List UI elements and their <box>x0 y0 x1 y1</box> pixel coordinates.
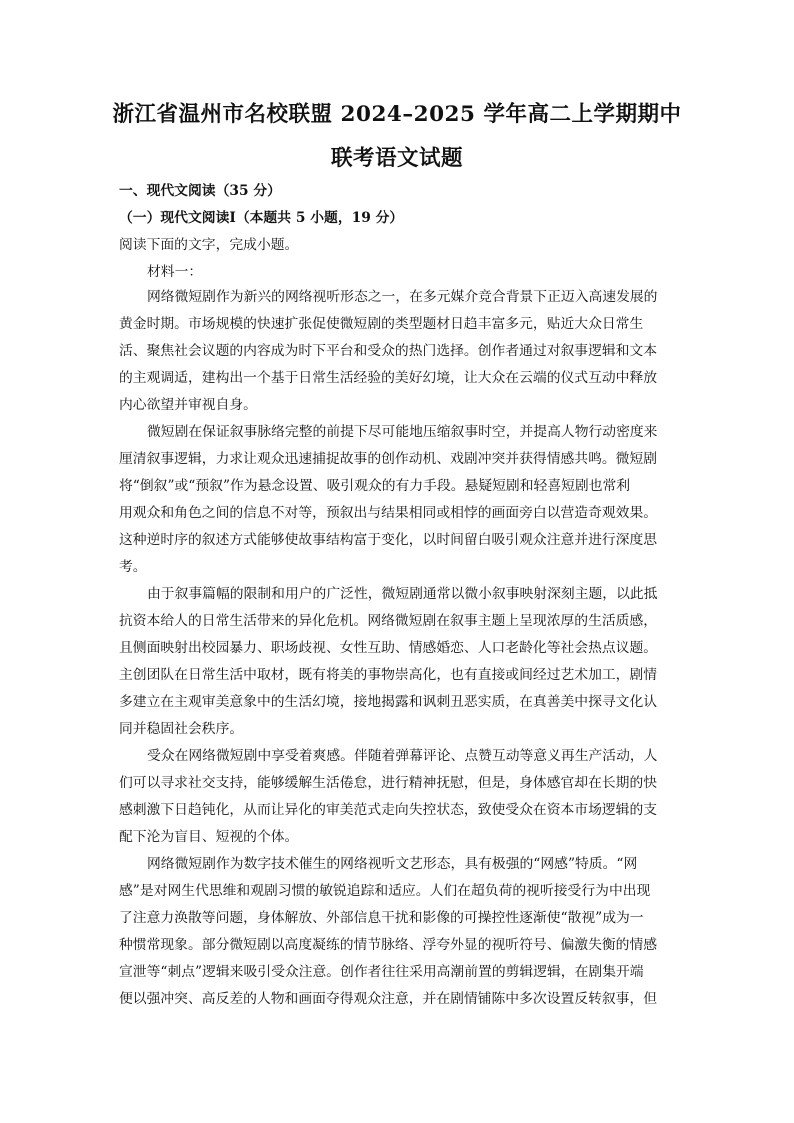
paragraph <box>119 747 669 855</box>
paragraph <box>119 423 669 585</box>
paragraph-line: 主创团队在日常生活中取材，既有将美的事物崇高化，也有直接或间经过艺术加工，剧情 <box>119 667 658 683</box>
paragraph-line: 将“倒叙”或“预叙”作为悬念设置、吸引观众的有力手段。悬疑短剧和轻喜短剧也常利 <box>119 478 631 494</box>
paragraph-line: 网络微短剧作为新兴的网络视听形态之一，在多元媒介竞合背景下正迈入高速发展的 <box>147 289 658 305</box>
paragraph-line: 且侧面映射出校园暴力、职场歧视、女性互助、情感婚恋、人口老龄化等社会热点议题。 <box>119 640 658 656</box>
paragraph-line: 感”是对网生代思维和观剧习惯的敏锐追踪和适应。人们在超负荷的视听接受行为中出现 <box>119 883 651 899</box>
paragraph <box>119 288 669 423</box>
paragraph-line: 受众在网络微短剧中享受着爽感。伴随着弹幕评论、点赞互动等意义再生产活动，人 <box>147 748 658 764</box>
paragraph-line: 由于叙事篇幅的限制和用户的广泛性，微短剧通常以微小叙事映射深刻主题，以此抵 <box>147 586 658 602</box>
paragraph-line: 黄金时期。市场规模的快速扩张促使微短剧的类型题材日趋丰富多元，贴近大众日常生 <box>119 316 644 332</box>
document-title-line-1: 浙江省温州市名校联盟 2024–2025 学年高二上学期期中 <box>112 102 682 127</box>
paragraph <box>119 855 669 1017</box>
paragraph-line: 宣泄等“刺点”逻辑来吸引受众注意。创作者往往采用高潮前置的剪辑逻辑，在剧集开端 <box>119 964 644 980</box>
paragraph-line: 这种逆时序的叙述方式能够使故事结构富于变化，以时间留白吸引观众注意并进行深度思 <box>119 532 658 548</box>
section-heading: 一、现代文阅读（35 分） <box>119 183 281 199</box>
paragraph-line: 同并稳固社会秩序。 <box>119 721 244 737</box>
reading-passage <box>119 288 669 1017</box>
paragraph <box>119 585 669 747</box>
paragraph-line: 考。 <box>119 559 147 575</box>
paragraph-line: 微短剧在保证叙事脉络完整的前提下尽可能地压缩叙事时空，并提高人物行动密度来 <box>147 424 658 440</box>
paragraph-line: 厘清叙事逻辑，力求让观众迅速捕捉故事的创作动机、戏剧冲突并获得情感共鸣。微短剧 <box>119 451 658 467</box>
paragraph-line: 的主观调适，建构出一个基于日常生活经验的美好幻境，让大众在云端的仪式互动中释放 <box>119 370 658 386</box>
paragraph-line: 们可以寻求社交支持，能够缓解生活倦怠，进行精神抚慰，但是，身体感官却在长期的快 <box>119 775 658 791</box>
subsection-heading: （一）现代文阅读Ⅰ（本题共 5 小题，19 分） <box>119 210 404 226</box>
document-title-line-2: 联考语文试题 <box>330 146 463 171</box>
paragraph-line: 了注意力涣散等问题，身体解放、外部信息干扰和影像的可操控性逐渐使“散视”成为一 <box>119 910 644 926</box>
paragraph-line: 感刺激下日趋钝化，从而让异化的审美范式走向失控状态，致使受众在资本市场逻辑的支 <box>119 802 658 818</box>
material-label: 材料一： <box>147 264 203 280</box>
paragraph-line: 内心欲望并审视自身。 <box>119 397 257 413</box>
paragraph-line: 活、聚焦社会议题的内容成为时下平台和受众的热门选择。创作者通过对叙事逻辑和文本 <box>119 343 658 359</box>
paragraph-line: 便以强冲突、高反差的人物和画面夺得观众注意，并在剧情铺陈中多次设置反转叙事，但 <box>119 991 658 1007</box>
paragraph-line: 多建立在主观审美意象中的生活幻境，接地揭露和讽刺丑恶实质，在真善美中探寻文化认 <box>119 694 658 710</box>
paragraph-line: 抗资本给人的日常生活带来的异化危机。网络微短剧在叙事主题上呈现浓厚的生活质感， <box>119 613 658 629</box>
paragraph-line: 种惯常现象。部分微短剧以高度凝练的情节脉络、浮夸外显的视听符号、偏激失衡的情感 <box>119 937 658 953</box>
paragraph-line: 配下沦为盲目、短视的个体。 <box>119 829 299 845</box>
paragraph-line: 用观众和角色之间的信息不对等，预叙出与结果相同或相悖的画面旁白以营造奇观效果。 <box>119 505 658 521</box>
paragraph-line: 网络微短剧作为数字技术催生的网络视听文艺形态，具有极强的“网感”特质。“网 <box>147 856 638 872</box>
instruction-text: 阅读下面的文字，完成小题。 <box>119 237 299 253</box>
